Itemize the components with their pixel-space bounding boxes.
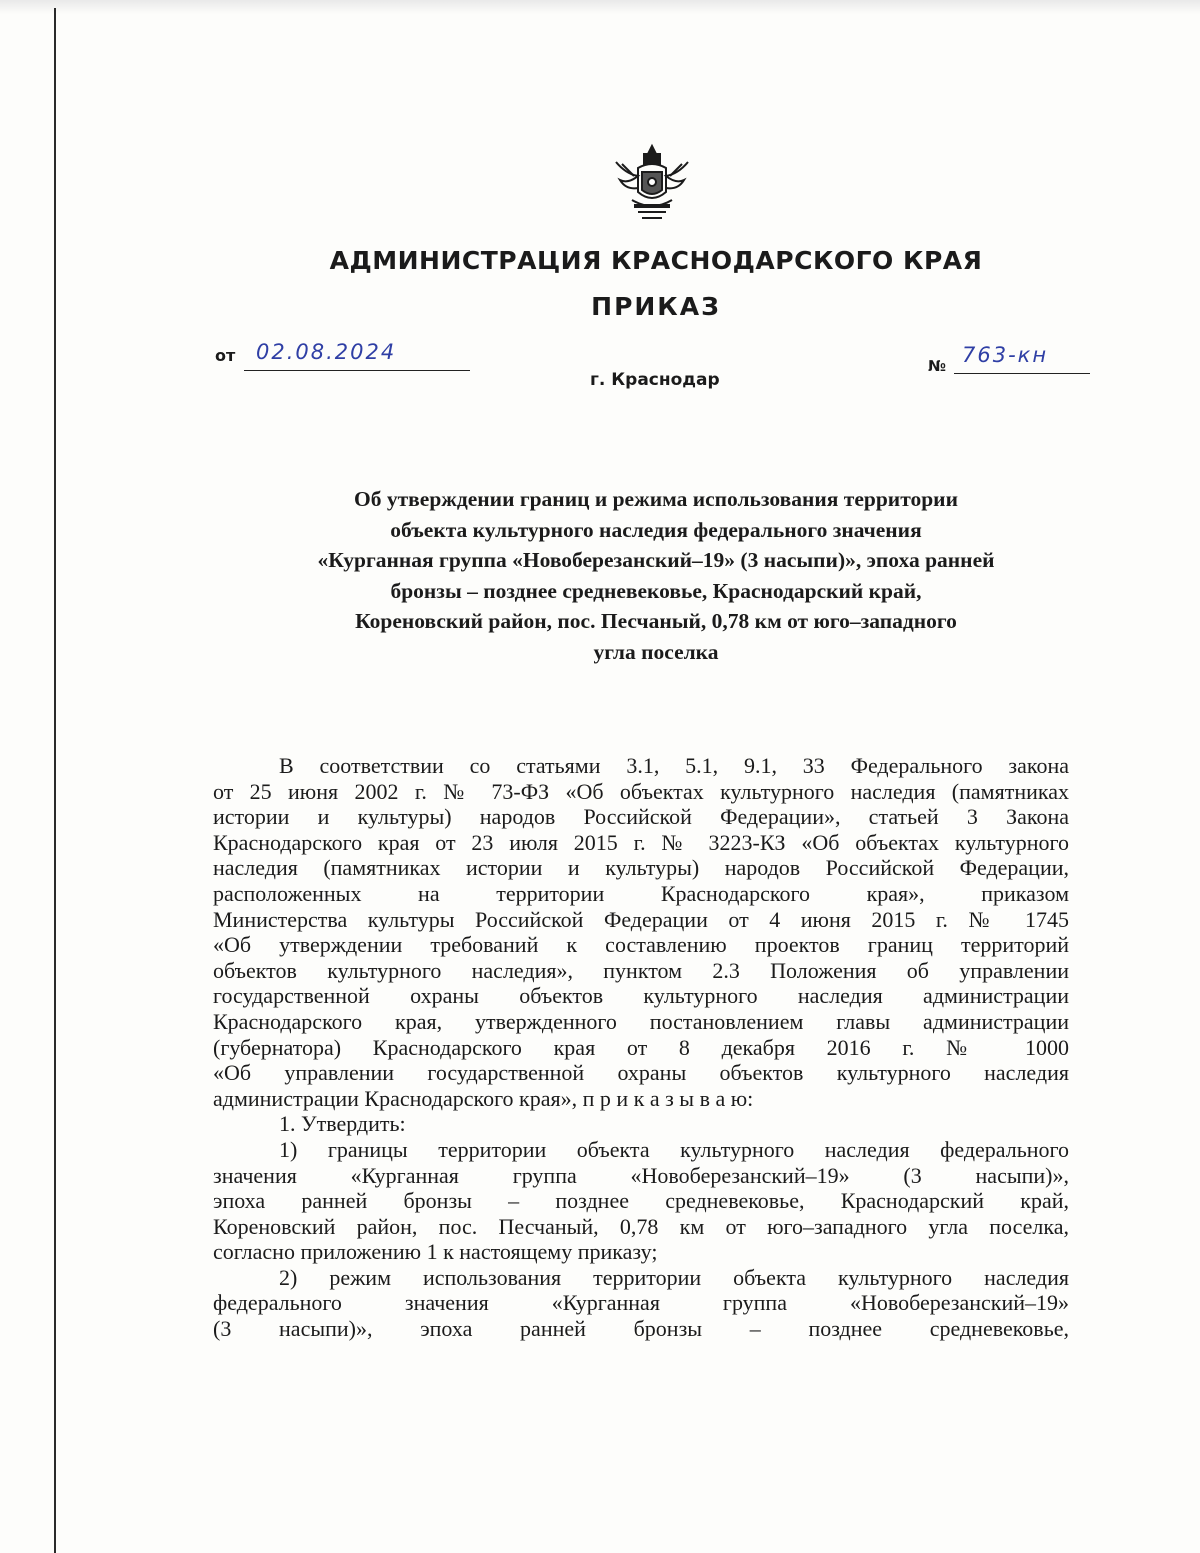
item-1-1-line: Кореновский район, пос. Песчаный, 0,78 км от юго–западного угла поселка, xyxy=(213,1213,1069,1239)
subject-line: Кореновский район, пос. Песчаный, 0,78 км от юго–западного xyxy=(355,609,957,633)
preamble-line: Министерства культуры Российской Федерации от 4 июня 2015 г. № 1745 xyxy=(213,906,1069,932)
order-subject xyxy=(200,484,1112,667)
date-underline xyxy=(244,370,470,371)
number-handwritten: 763-кн xyxy=(962,343,1049,367)
preamble-line: В соответствии со статьями 3.1, 5.1, 9.1, 33 Федерального закона xyxy=(279,753,1069,778)
preamble-line: наследия (памятниках истории и культуры) народов Российской Федерации, xyxy=(213,855,1069,881)
preamble-line: объектов культурного наследия», пунктом 2.3 Положения об управлении xyxy=(213,957,1069,983)
preamble-line: (губернатора) Краснодарского края от 8 декабря 2016 г. № 1000 xyxy=(213,1034,1069,1060)
preamble-line: администрации Краснодарского края», п р и к а з ы в а ю: xyxy=(213,1085,754,1111)
agency-title: АДМИНИСТРАЦИЯ КРАСНОДАРСКОГО КРАЯ xyxy=(329,246,983,275)
item-1-2-line: (3 насыпи)», эпоха ранней бронзы – позднее средневековье, xyxy=(213,1316,1069,1342)
preamble-line: государственной охраны объектов культурного наследия администрации xyxy=(213,983,1069,1009)
number-underline xyxy=(954,373,1090,374)
coat-of-arms-emblem xyxy=(608,140,696,226)
scan-left-edge xyxy=(54,8,56,1553)
preamble-line: «Об управлении государственной охраны объектов культурного наследия xyxy=(213,1060,1069,1086)
subject-line: бронзы – позднее средневековье, Краснодарский край, xyxy=(390,578,922,603)
preamble-line: Краснодарского края от 23 июля 2015 г. № 3223-КЗ «Об объектах культурного xyxy=(213,829,1069,855)
subject-line: угла поселка xyxy=(593,639,719,664)
item-1-2-line: 2) режим использования территории объекта культурного наследия xyxy=(279,1264,1069,1290)
order-body xyxy=(213,753,1069,1342)
item-1-1-line: согласно приложению 1 к настоящему приказу; xyxy=(213,1239,658,1265)
preamble-line: истории и культуры) народов Российской Федерации», статьей 3 Закона xyxy=(213,804,1069,830)
preamble-line: Краснодарского края, утвержденного постановлением главы администрации xyxy=(213,1008,1069,1034)
scan-top-shade xyxy=(0,0,1200,14)
preamble-line: расположенных на территории Краснодарского края», приказом xyxy=(213,880,1069,906)
item-1: 1. Утвердить: xyxy=(279,1111,406,1137)
subject-line: «Курганная группа «Новоберезанский–19» (3 насыпи)», эпоха ранней xyxy=(317,548,995,572)
date-handwritten: 02.08.2024 xyxy=(256,340,397,364)
item-1-1-line: 1) границы территории объекта культурного наследия федерального xyxy=(279,1136,1069,1162)
preamble-line: «Об утверждении требований к составлению проектов границ территорий xyxy=(213,932,1069,958)
item-1-2-line: федерального значения «Курганная группа «Новоберезанский–19» xyxy=(213,1290,1069,1316)
city: г. Краснодар xyxy=(590,370,720,390)
subject-line: объекта культурного наследия федерального значения xyxy=(390,517,922,542)
subject-line: Об утверждении границ и режима использования территории xyxy=(354,487,958,511)
preamble-line: от 25 июня 2002 г. № 73-ФЗ «Об объектах культурного наследия (памятниках xyxy=(213,778,1069,804)
document-type: ПРИКАЗ xyxy=(591,292,721,321)
number-label: № xyxy=(928,357,947,375)
date-label: от xyxy=(215,346,236,365)
item-1-1-line: эпоха ранней бронзы – позднее средневековье, Краснодарский край, xyxy=(213,1188,1069,1214)
item-1-1-line: значения «Курганная группа «Новоберезанский–19» (3 насыпи)», xyxy=(213,1162,1069,1188)
